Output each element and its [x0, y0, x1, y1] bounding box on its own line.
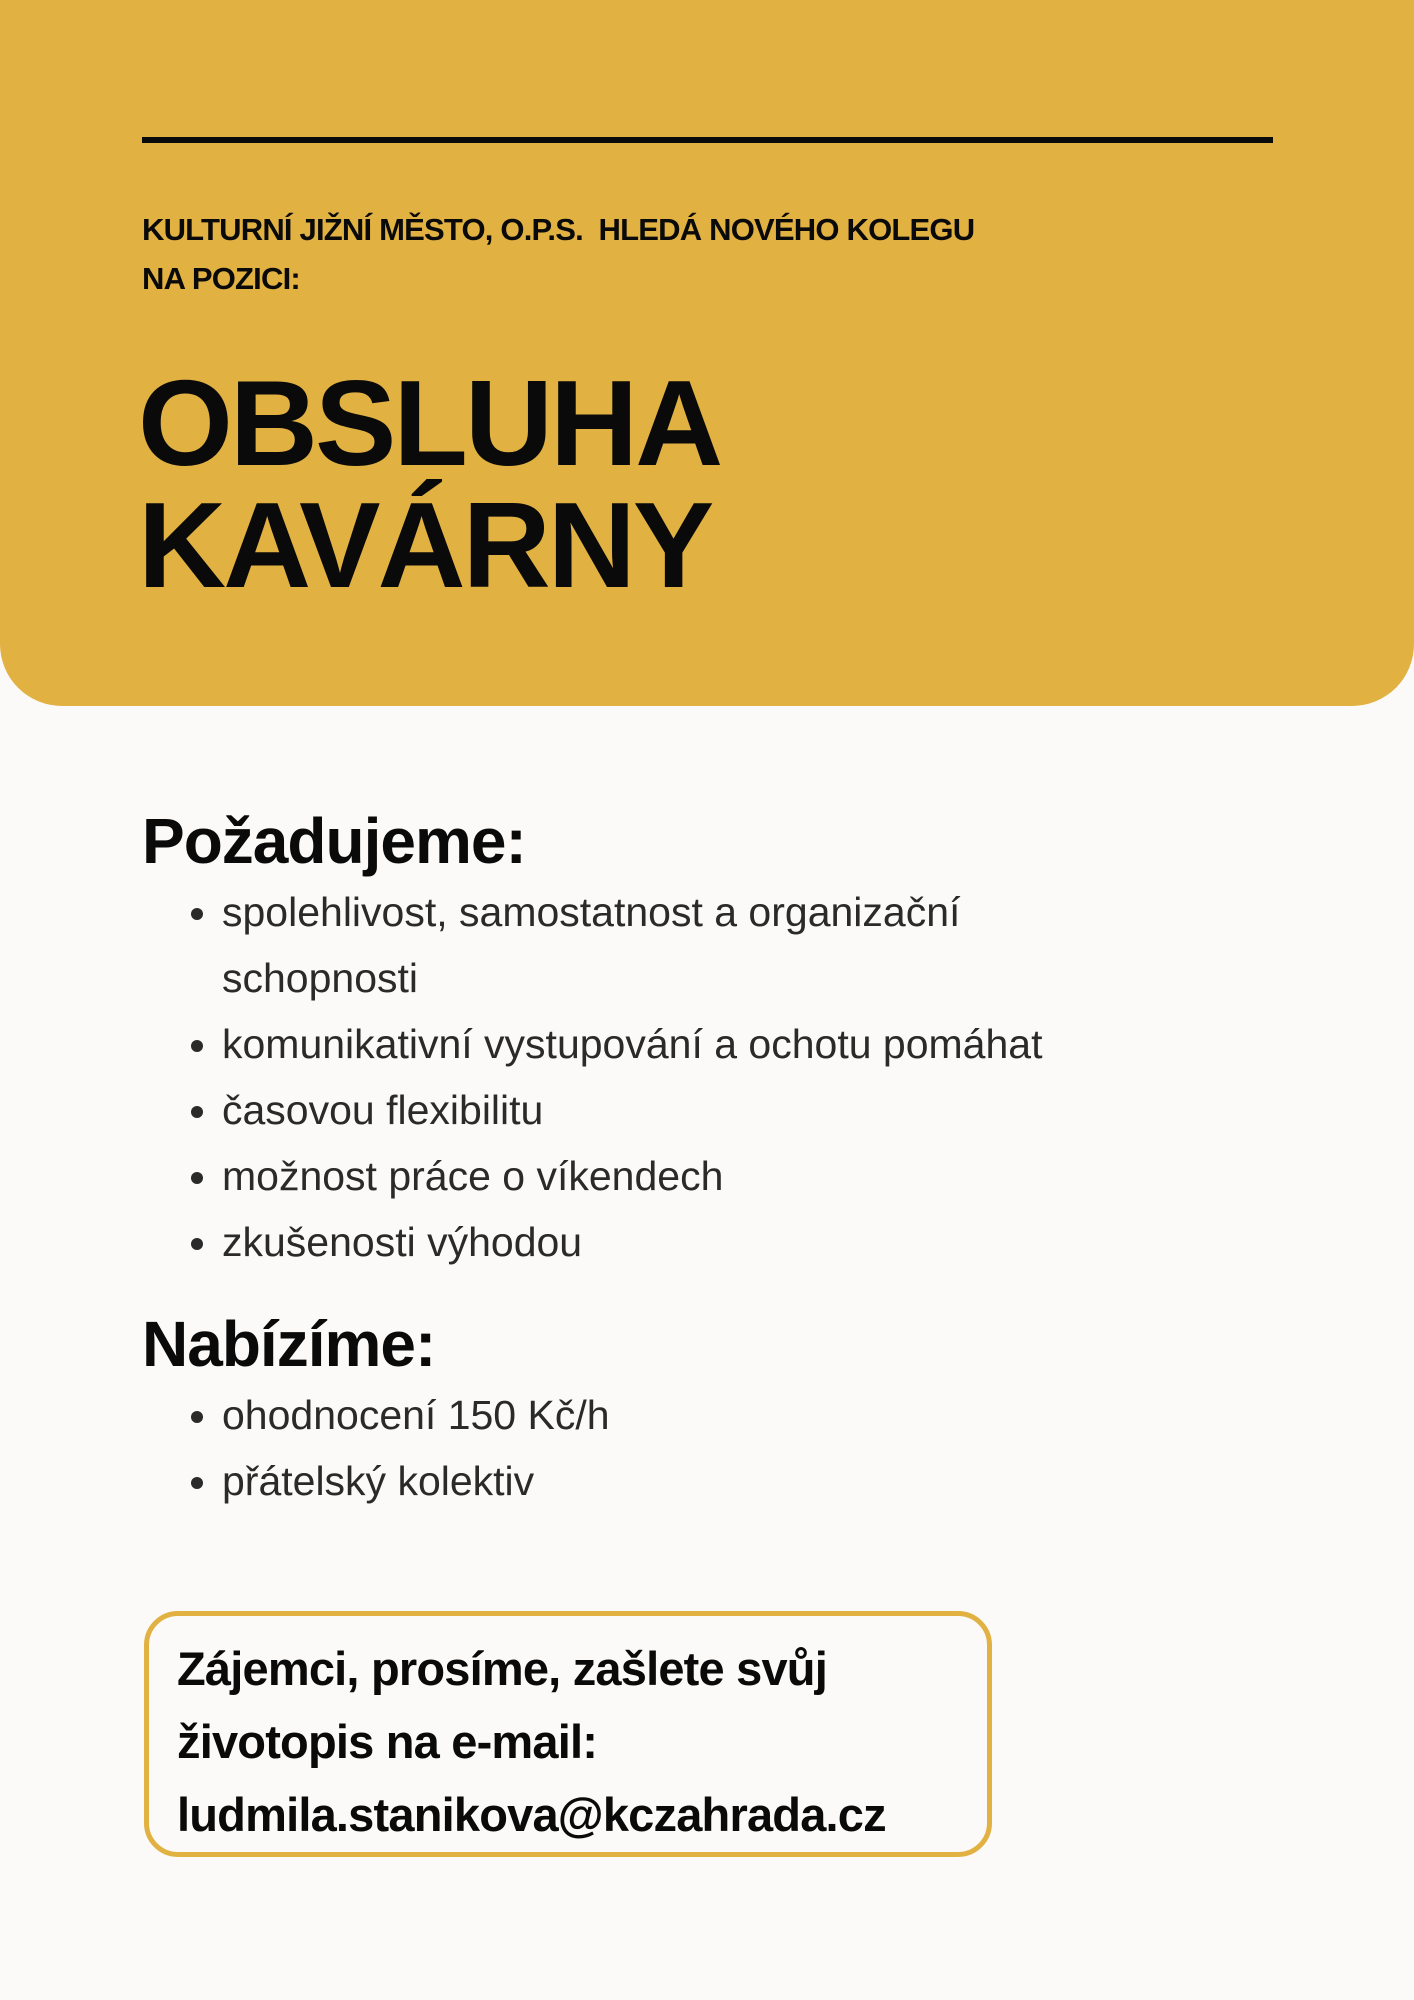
- contact-line: Zájemci, prosíme, zašlete svůj: [177, 1642, 827, 1695]
- contact-box: [144, 1611, 992, 1857]
- list-item: • zkušenosti výhodou: [222, 1209, 1272, 1275]
- requirements-list: [184, 879, 1272, 1275]
- list-item: • komunikativní vystupování a ochotu pomáhat: [222, 1011, 1272, 1077]
- subtitle-line: KULTURNÍ JIŽNÍ MĚSTO, O.P.S. HLEDÁ NOVÉHO KOLEGU: [142, 212, 975, 247]
- offer-list: [184, 1382, 610, 1514]
- divider-line: [142, 137, 1273, 143]
- list-item: • spolehlivost, samostatnost a organizační schopnosti: [222, 879, 1152, 1011]
- contact-email[interactable]: ludmila.stanikova@kczahrada.cz: [177, 1788, 886, 1841]
- title-line: KAVÁRNY: [138, 477, 712, 613]
- header-banner: [0, 0, 1414, 706]
- requirements-heading: Požadujeme:: [142, 805, 526, 877]
- contact-line: životopis na e-mail:: [177, 1715, 598, 1768]
- title-line: OBSLUHA: [138, 355, 721, 491]
- list-item: • časovou flexibilitu: [222, 1077, 1272, 1143]
- list-item: • ohodnocení 150 Kč/h: [222, 1382, 610, 1448]
- offer-heading: Nabízíme:: [142, 1308, 436, 1380]
- subtitle-line: NA POZICI:: [142, 261, 300, 296]
- list-item: • přátelský kolektiv: [222, 1448, 610, 1514]
- subtitle: [142, 205, 974, 303]
- page-title: [138, 355, 721, 613]
- list-item: • možnost práce o víkendech: [222, 1143, 1272, 1209]
